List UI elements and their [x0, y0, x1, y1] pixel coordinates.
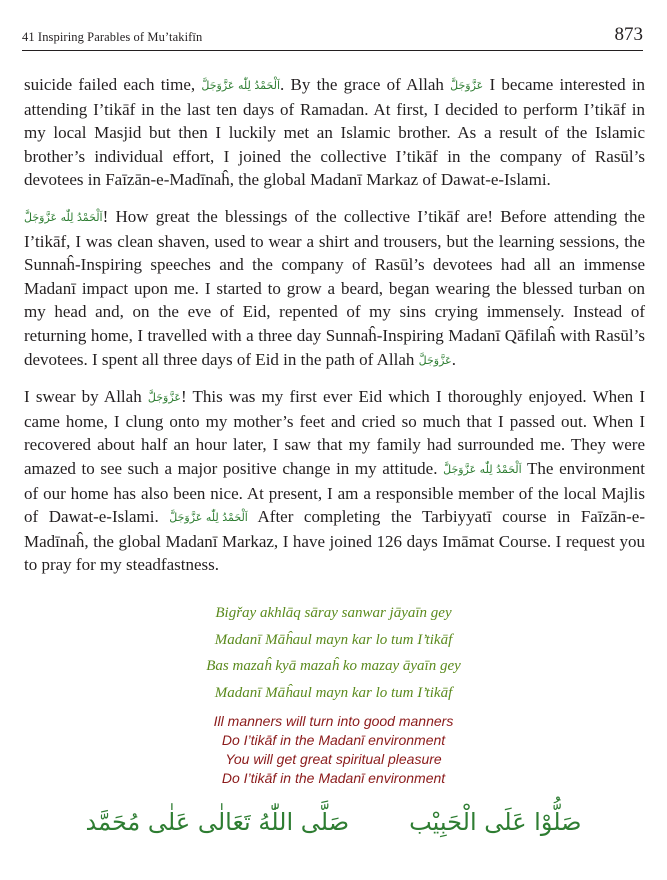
alhamdulillah-calligraphy: اَلْحَمْدُ لِلّٰه عَزَّوَجَلَّ — [443, 462, 522, 476]
p3-text-4: After completing the Tarbiyyatī course in Faīzān-e-Madīnaĥ, the global Madanī Markaz, I have joined 126 days Imāmat Course. I request you to pray for my steadfastness. — [24, 507, 646, 575]
poem-line: Madanī Māĥaul mayn kar lo tum I’tikāf — [214, 684, 453, 701]
page-header — [22, 24, 643, 51]
paragraph-3 — [24, 385, 645, 577]
paragraph-1 — [24, 73, 645, 192]
poem-translation — [0, 712, 667, 788]
salat-right-text: صَلُّوْا عَلَى الْحَبِيْب — [409, 808, 582, 836]
azza-wa-jal-calligraphy: عَزَّوَجَلَّ — [450, 79, 484, 92]
translation-line: Do I’tikāf in the Madanī environment — [221, 732, 446, 748]
p2-text-1: ! How great the blessings of the collective I’tikāf are! Before attending the I’tikāf, I was clean shaven, used to wear a shirt and trousers, but the learning sessions, the Sunnaĥ-Inspiring speeches and the company of Rasūl’s devotees had all an immense Madanī impact upon me. I started to grow a beard, began wearing the blessed turban on my head and, on the eve of Eid, repented of my sins crying immensely. Instead of returning home, I travelled with a three day Sunnaĥ-Inspiring Madanī Qāfilaĥ with Rasūl’s devotees. I spent all three days of Eid in the path of Allah — [24, 206, 645, 369]
paragraph-2 — [24, 205, 645, 372]
alhamdulillah-calligraphy: اَلْحَمْدُ لِلّٰه عَزَّوَجَلَّ — [24, 210, 103, 224]
p3-text-3: The environment of our home has also been nice. At present, I am a responsible member of the local Majlis of Dawat-e-Islami. — [24, 458, 645, 527]
translation-line: Do I’tikāf in the Madanī environment — [221, 770, 446, 786]
alhamdulillah-calligraphy: اَلْحَمْدُ لِلّٰه عَزَّوَجَلَّ — [201, 79, 281, 92]
p1-text-1: suicide failed each time, — [24, 75, 196, 94]
p2-text-2: . — [451, 349, 456, 369]
p1-text-2: . By the grace of Allah — [280, 75, 444, 94]
azza-wa-jal-calligraphy: عَزَّوَجَلَّ — [147, 391, 181, 405]
body-text — [24, 73, 645, 590]
salat-left-text: صَلَّى اللّٰهُ تَعَالٰى عَلٰى مُحَمَّد — [85, 808, 350, 836]
translation-line: You will get great spiritual pleasure — [225, 751, 442, 767]
poem-line: Bas mazaĥ kyā mazaĥ ko mazay āyaīn gey — [206, 658, 461, 674]
p1-text-3: I became interested in attending I’tikāf in the last ten days of Ramadan. At first, I decided to perform I’tikāf in my local Masjid but then I luckily met an Islamic brother. As a result of the Islamic brother’s individual effort, I joined the collective I’tikāf in the company of Rasūl’s devotees in Faīzān-e-Madīnaĥ, the global Madanī Markaz of Dawat-e-Islami. — [24, 75, 646, 190]
salat-calligraphy — [0, 808, 667, 836]
translation-line: Ill manners will turn into good manners — [213, 713, 454, 729]
poem-line: Madanī Māĥaul mayn kar lo tum I’tikāf — [214, 631, 453, 648]
poem — [0, 600, 667, 706]
p3-text-1: I swear by Allah — [24, 387, 142, 407]
p3-text-2: ! This was my first ever Eid which I thoroughly enjoyed. When I came home, I clung onto my mother’s feet and cried so much that I passed out. When I recovered about half an hour later, I saw that my family had surrounded me. They were amazed to see such a major positive change in my attitude. — [24, 387, 645, 478]
page-number: 873 — [614, 24, 643, 45]
running-head: 41 Inspiring Parables of Mu’takifīn — [22, 30, 203, 44]
poem-line: Bigřay akhlāq sāray sanwar jāyaīn gey — [215, 605, 452, 621]
azza-wa-jal-calligraphy: عَزَّوَجَلَّ — [418, 353, 452, 367]
alhamdulillah-calligraphy: اَلْحَمْدُ لِلّٰه عَزَّوَجَلَّ — [169, 511, 248, 525]
